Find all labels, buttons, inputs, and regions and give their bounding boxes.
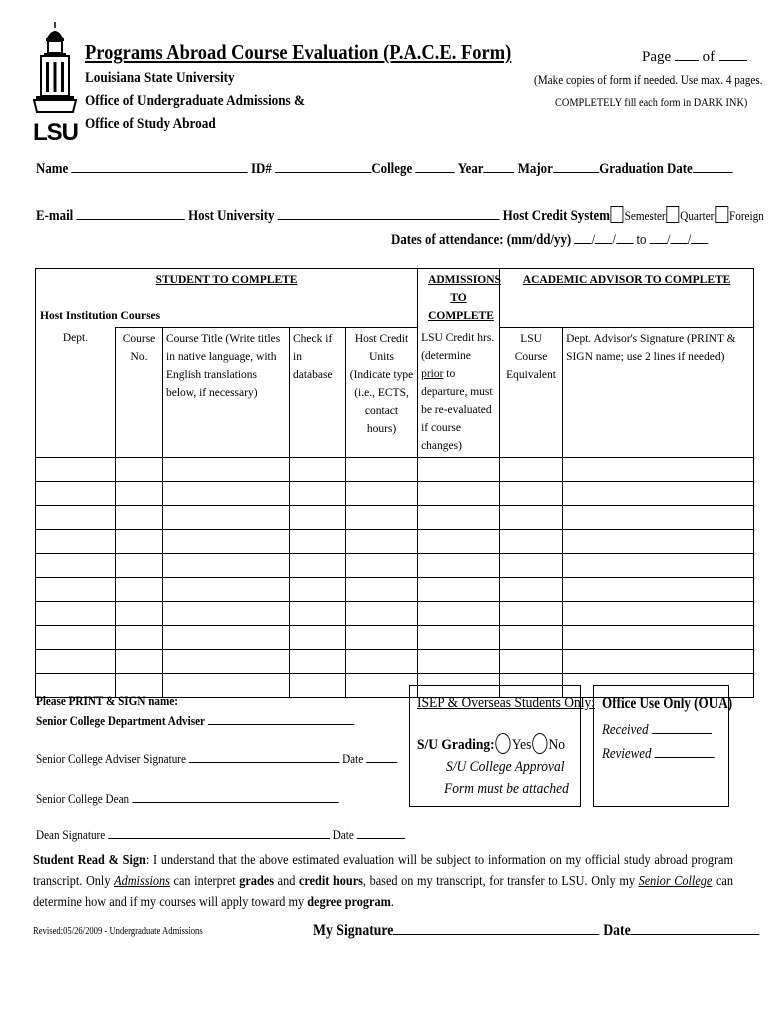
lsu-equivalent-cell[interactable] [500,482,563,506]
col-lsu-credit-label [418,327,499,457]
my-signature-row [313,920,760,940]
col-course-no [116,327,163,458]
course-title-cell[interactable] [163,650,290,674]
table-row [36,602,754,626]
course-no-cell[interactable] [116,626,163,650]
check-database-cell[interactable] [290,626,346,650]
table-group-header-row [36,269,754,328]
su-yes-label: Yes [511,737,532,753]
statement-part-2: can interpret [169,874,240,889]
quarter-checkbox[interactable] [667,206,680,223]
dean-row [36,788,338,807]
adviser-signature-row [36,748,397,767]
statement-degree-program: degree program [307,895,391,910]
id-field[interactable] [275,158,371,173]
statement-part-4: can determine how and if my courses will apply toward my [33,874,733,910]
course-no-cell[interactable] [116,602,163,626]
dates-to-label: to [636,232,647,248]
page-counter [642,46,747,66]
lsu-equivalent-cell[interactable] [500,602,563,626]
statement-grades: grades [239,874,275,889]
col-lsu-credit [418,327,500,458]
lsu-logo [33,22,78,146]
page-label: Page [642,49,672,65]
host-university-label: Host University [188,208,275,224]
course-title-cell[interactable] [163,626,290,650]
major-field[interactable] [553,158,599,173]
course-no-cell[interactable] [116,458,163,482]
lsu-equivalent-cell[interactable] [500,554,563,578]
lsu-credit-cell[interactable] [418,506,500,530]
dean-field[interactable] [132,788,338,803]
semester-label: Semester [624,208,666,223]
check-database-cell[interactable] [290,650,346,674]
copies-note: (Make copies of form if needed. Use max. 4 pages. [534,72,763,87]
year-field[interactable] [484,158,515,173]
check-database-cell[interactable] [290,530,346,554]
host-credit-cell[interactable] [346,458,418,482]
foreign-checkbox[interactable] [715,206,728,223]
page-total-field[interactable] [719,46,747,61]
course-no-cell[interactable] [116,578,163,602]
statement-part-1: : I understand that the above estimated evaluation will be subject to information on my official study abroad program transcript. Only [33,853,734,889]
course-no-cell[interactable] [116,530,163,554]
su-no-label: No [548,737,565,753]
ink-note: COMPLETELY fill each form in DARK INK) [555,95,748,109]
course-title-cell[interactable] [163,458,290,482]
lsu-equivalent-cell[interactable] [500,626,563,650]
col-check-database [290,327,346,458]
logo-text: LSU [33,119,78,146]
course-title-cell[interactable] [163,530,290,554]
host-credit-cell[interactable] [346,602,418,626]
course-title-cell[interactable] [163,674,290,698]
isep-title: ISEP & Overseas Students Only: [417,695,596,711]
statement-senior-college: Senior College [638,874,713,889]
email-label: E-mail [36,208,74,224]
capitol-building-icon [33,22,77,114]
statement-credit-hours: credit hours [298,874,363,889]
lsu-credit-cell[interactable] [418,530,500,554]
table-row [36,458,754,482]
table-row [36,578,754,602]
dept-cell[interactable] [36,602,116,626]
dates-row: Dates of attendance: (mm/dd/yy) / / to / / [391,229,708,249]
adviser-date-field[interactable] [366,748,397,763]
col-dept-label: Dept. [62,332,89,344]
course-title-cell[interactable] [163,506,290,530]
lsu-credit-text-2: to departure, must be re-evaluated if course changes) [421,368,493,452]
student-to-complete-label: STUDENT TO COMPLETE [155,274,298,286]
su-no-radio[interactable] [532,733,547,754]
col-advisor-signature [563,327,754,458]
advisor-signature-cell[interactable] [563,530,754,554]
name-label: Name [36,161,69,177]
page-number-field[interactable] [675,46,699,61]
admissions-section-header [418,269,500,328]
student-statement [33,850,733,913]
lsu-credit-cell[interactable] [418,458,500,482]
reviewed-field[interactable] [655,743,715,758]
adviser-date-label: Date [342,751,364,766]
course-title-cell[interactable] [163,602,290,626]
course-no-cell[interactable] [116,506,163,530]
received-label: Received [602,722,649,738]
col-host-credit-label: Host Credit Units (Indicate type (i.e., ECTS, contact hours) [349,332,414,435]
student-section-header [36,269,418,328]
academic-advisor-to-complete-label: ACADEMIC ADVISOR TO COMPLETE [522,274,731,286]
org-line-3: Office of Study Abroad [85,116,216,132]
adviser-signature-label: Senior College Adviser Signature [36,751,186,766]
lsu-credit-cell[interactable] [418,482,500,506]
start-year-field[interactable] [616,229,633,244]
admissions-to-complete-label: ADMISSIONS TO COMPLETE [428,274,501,322]
dept-cell[interactable] [36,482,116,506]
course-table [35,268,754,698]
host-credit-cell[interactable] [346,674,418,698]
lsu-equivalent-cell[interactable] [500,578,563,602]
lsu-credit-prior: prior [421,368,444,380]
lsu-equivalent-cell[interactable] [500,506,563,530]
office-use-box [593,685,733,807]
course-title-cell[interactable] [163,482,290,506]
advisor-signature-cell[interactable] [563,458,754,482]
senior-adviser-field[interactable] [208,710,354,725]
end-day-field[interactable] [671,229,688,244]
host-credit-system-label: Host Credit System [502,208,611,224]
course-no-cell[interactable] [116,650,163,674]
su-grading-label: S/U Grading: [417,737,495,753]
host-credit-cell[interactable] [346,650,418,674]
org-line-2: Office of Undergraduate Admissions & [85,93,305,109]
graduation-date-label: Graduation Date [599,161,693,177]
su-approval-note: S/U College Approval [446,759,565,775]
su-grading-row [417,733,565,754]
dean-label: Senior College Dean [36,791,130,806]
lsu-credit-cell[interactable] [418,626,500,650]
office-use-title: Office Use Only (OUA) [602,695,733,712]
check-database-cell[interactable] [290,674,346,698]
lsu-credit-text-1: LSU Credit hrs. (determine [421,332,495,362]
student-info-row [36,158,732,178]
host-credit-cell[interactable] [346,530,418,554]
form-title: Programs Abroad Course Evaluation (P.A.C.E. Form) [85,40,512,64]
reviewed-label: Reviewed [602,746,652,762]
of-label: of [702,49,716,65]
year-label: Year [457,161,484,177]
check-database-cell[interactable] [290,602,346,626]
host-credit-cell[interactable] [346,578,418,602]
check-database-cell[interactable] [290,458,346,482]
dates-label: Dates of attendance: (mm/dd/yy) [391,232,572,248]
semester-checkbox[interactable] [611,206,624,223]
table-row [36,650,754,674]
advisor-section-header [500,269,754,328]
quarter-label: Quarter [680,208,715,223]
adviser-signature-field[interactable] [189,748,340,763]
dept-cell[interactable] [36,506,116,530]
dean-signature-row [36,824,405,843]
dean-signature-label: Dean Signature [36,827,106,842]
reviewed-row [602,743,715,763]
advisor-signature-cell[interactable] [563,602,754,626]
lsu-equivalent-cell[interactable] [500,530,563,554]
lsu-credit-cell[interactable] [418,554,500,578]
form-attached-note: Form must be attached [444,781,569,797]
senior-adviser-row [36,710,354,729]
received-row [602,719,712,739]
check-database-cell[interactable] [290,578,346,602]
my-date-label: Date [603,922,631,939]
revised-note: Revised:05/26/2009 - Undergraduate Admissions [33,926,203,937]
my-signature-field[interactable] [393,920,599,935]
dept-cell[interactable] [36,578,116,602]
id-label: ID# [251,161,272,177]
dean-date-field[interactable] [357,824,405,839]
end-month-field[interactable] [650,229,667,244]
advisor-signature-cell[interactable] [563,554,754,578]
host-credit-cell[interactable] [346,554,418,578]
col-check-database-label: Check if in database [293,332,333,381]
col-lsu-equivalent-label: LSU Course Equivalent [506,332,556,381]
host-credit-cell[interactable] [346,626,418,650]
graduation-date-field[interactable] [693,158,733,173]
start-month-field[interactable] [574,229,591,244]
table-row [36,554,754,578]
statement-and: and [274,874,299,889]
advisor-signature-cell[interactable] [563,506,754,530]
table-row [36,530,754,554]
col-course-title [163,327,290,458]
table-row [36,506,754,530]
my-date-field[interactable] [631,920,760,935]
org-line-1: Louisiana State University [85,70,235,86]
check-database-cell[interactable] [290,482,346,506]
check-database-cell[interactable] [290,554,346,578]
table-row [36,626,754,650]
col-dept [36,327,116,458]
table-row [36,482,754,506]
dept-cell[interactable] [36,530,116,554]
col-course-title-label: Course Title (Write titles in native language, with English translations below, if necessary) [166,332,281,399]
course-title-cell[interactable] [163,578,290,602]
host-credit-cell[interactable] [346,506,418,530]
host-university-field[interactable] [278,205,500,220]
major-label: Major [517,161,553,177]
end-year-field[interactable] [691,229,708,244]
college-field[interactable] [415,158,455,173]
table-column-header-row [36,327,754,458]
statement-end: . [390,895,394,910]
check-database-cell[interactable] [290,506,346,530]
dept-cell[interactable] [36,458,116,482]
lsu-credit-cell[interactable] [418,650,500,674]
course-title-cell[interactable] [163,554,290,578]
print-sign-label: Please PRINT & SIGN name: [36,693,179,708]
lsu-equivalent-cell[interactable] [500,650,563,674]
dept-cell[interactable] [36,626,116,650]
statement-admissions: Admissions [114,874,170,889]
advisor-signature-cell[interactable] [563,578,754,602]
col-host-credit [346,327,418,458]
advisor-signature-cell[interactable] [563,482,754,506]
advisor-signature-cell[interactable] [563,650,754,674]
received-field[interactable] [652,719,712,734]
email-field[interactable] [77,205,185,220]
dept-cell[interactable] [36,650,116,674]
dean-signature-field[interactable] [108,824,330,839]
email-host-row [36,205,764,225]
dept-cell[interactable] [36,554,116,578]
host-institution-courses-label: Host Institution Courses [40,309,161,322]
course-rows [36,458,754,698]
college-label: College [371,161,413,177]
su-yes-radio[interactable] [496,733,511,754]
foreign-label: Foreign [729,208,764,223]
my-signature-label: My Signature [313,922,394,939]
lsu-equivalent-cell[interactable] [500,458,563,482]
isep-box [409,685,596,807]
lsu-credit-cell[interactable] [418,602,500,626]
col-advisor-signature-label: Dept. Advisor's Signature (PRINT & SIGN name; use 2 lines if needed) [566,332,736,363]
statement-part-3: , based on my transcript, for transfer to LSU. Only my [362,874,639,889]
col-course-no-label: Course No. [122,332,156,363]
statement-lead: Student Read & Sign [33,853,146,868]
dean-date-label: Date [332,827,354,842]
col-lsu-equivalent [500,327,563,458]
course-no-cell[interactable] [116,554,163,578]
course-no-cell[interactable] [116,482,163,506]
advisor-signature-cell[interactable] [563,626,754,650]
start-day-field[interactable] [595,229,612,244]
lsu-credit-cell[interactable] [418,578,500,602]
senior-adviser-label: Senior College Department Adviser [36,713,205,728]
host-credit-cell[interactable] [346,482,418,506]
name-field[interactable] [71,158,247,173]
